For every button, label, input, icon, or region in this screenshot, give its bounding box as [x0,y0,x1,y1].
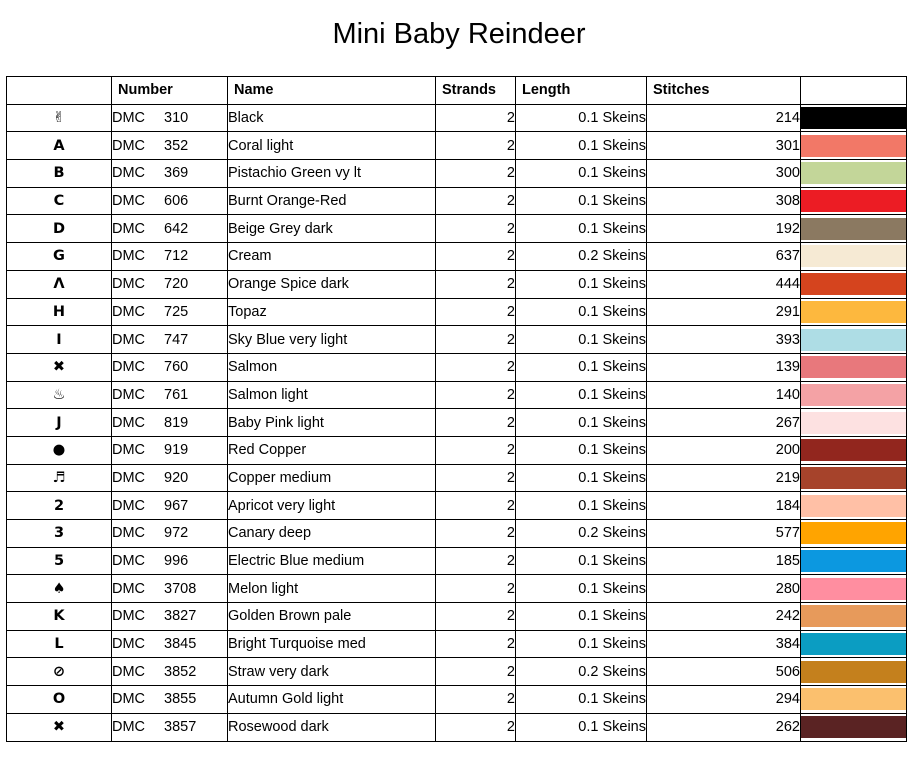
thread-brand: DMC [112,110,146,127]
thread-brand: DMC [112,719,146,736]
thread-number [112,547,228,575]
thread-strands: 2 [436,630,516,658]
thread-code: 761 [164,386,189,403]
thread-length: 0.1 Skeins [516,381,647,409]
thread-stitches: 308 [647,187,801,215]
thread-code: 996 [164,553,189,570]
symbol-icon: 2 [7,492,112,520]
color-swatch-cell [801,104,907,132]
symbol-icon: ✌ [7,104,112,132]
color-swatch-cell [801,547,907,575]
symbol-icon: 5 [7,547,112,575]
thread-number [112,464,228,492]
thread-stitches: 384 [647,630,801,658]
table-row [7,409,907,437]
thread-number [112,603,228,631]
thread-stitches: 301 [647,132,801,160]
thread-number [112,132,228,160]
thread-name: Copper medium [228,464,436,492]
color-swatch-cell [801,270,907,298]
thread-brand: DMC [112,359,146,376]
table-row [7,381,907,409]
thread-code: 3852 [164,663,197,680]
color-swatch-cell [801,353,907,381]
thread-length: 0.1 Skeins [516,436,647,464]
thread-length: 0.1 Skeins [516,464,647,492]
thread-strands: 2 [436,215,516,243]
header-swatch [801,77,907,105]
thread-name: Black [228,104,436,132]
color-swatch-cell [801,243,907,271]
thread-name: Autumn Gold light [228,686,436,714]
thread-stitches: 214 [647,104,801,132]
header-number: Number [112,77,228,105]
color-swatch-cell [801,520,907,548]
table-header-row [7,77,907,105]
symbol-icon: A [7,132,112,160]
thread-brand: DMC [112,276,146,293]
color-swatch [801,218,906,240]
thread-code: 606 [164,193,189,210]
table-row [7,686,907,714]
thread-brand: DMC [112,608,146,625]
thread-stitches: 294 [647,686,801,714]
thread-brand: DMC [112,220,146,237]
table-body [7,104,907,741]
thread-strands: 2 [436,547,516,575]
thread-strands: 2 [436,132,516,160]
table-row [7,215,907,243]
thread-strands: 2 [436,603,516,631]
thread-strands: 2 [436,160,516,188]
thread-length: 0.2 Skeins [516,658,647,686]
thread-brand: DMC [112,469,146,486]
thread-code: 919 [164,442,189,459]
thread-number [112,630,228,658]
color-swatch-cell [801,658,907,686]
thread-length: 0.1 Skeins [516,215,647,243]
thread-stitches: 637 [647,243,801,271]
color-swatch-cell [801,492,907,520]
table-row [7,104,907,132]
color-swatch-cell [801,298,907,326]
table-row [7,713,907,741]
thread-stitches: 262 [647,713,801,741]
thread-brand: DMC [112,248,146,265]
thread-code: 747 [164,331,189,348]
thread-code: 725 [164,303,189,320]
thread-name: Pistachio Green vy lt [228,160,436,188]
symbol-icon: ⊘ [7,658,112,686]
symbol-icon: Λ [7,270,112,298]
thread-length: 0.2 Skeins [516,520,647,548]
thread-number [112,409,228,437]
thread-name: Burnt Orange-Red [228,187,436,215]
thread-stitches: 300 [647,160,801,188]
thread-strands: 2 [436,381,516,409]
symbol-icon: ♠ [7,575,112,603]
symbol-icon: 3 [7,520,112,548]
thread-number [112,686,228,714]
color-swatch-cell [801,381,907,409]
thread-number [112,658,228,686]
thread-length: 0.2 Skeins [516,243,647,271]
table-row [7,160,907,188]
thread-strands: 2 [436,270,516,298]
thread-code: 760 [164,359,189,376]
thread-stitches: 444 [647,270,801,298]
thread-code: 3857 [164,719,197,736]
thread-code: 712 [164,248,189,265]
thread-strands: 2 [436,187,516,215]
thread-strands: 2 [436,436,516,464]
color-swatch [801,356,906,378]
color-swatch [801,661,906,683]
thread-length: 0.1 Skeins [516,270,647,298]
thread-number [112,492,228,520]
thread-number [112,353,228,381]
table-row [7,603,907,631]
color-swatch [801,329,906,351]
thread-name: Rosewood dark [228,713,436,741]
thread-strands: 2 [436,298,516,326]
thread-stitches: 200 [647,436,801,464]
thread-brand: DMC [112,580,146,597]
thread-brand: DMC [112,386,146,403]
thread-stitches: 219 [647,464,801,492]
thread-length: 0.1 Skeins [516,160,647,188]
thread-code: 310 [164,110,189,127]
color-swatch [801,495,906,517]
color-swatch-cell [801,326,907,354]
thread-length: 0.1 Skeins [516,132,647,160]
thread-stitches: 139 [647,353,801,381]
thread-number [112,436,228,464]
thread-length: 0.1 Skeins [516,353,647,381]
thread-name: Beige Grey dark [228,215,436,243]
thread-brand: DMC [112,414,146,431]
table-row [7,547,907,575]
table-row [7,298,907,326]
thread-name: Melon light [228,575,436,603]
thread-strands: 2 [436,520,516,548]
thread-code: 642 [164,220,189,237]
page-title: Mini Baby Reindeer [332,18,586,50]
symbol-icon: ● [7,436,112,464]
thread-length: 0.1 Skeins [516,686,647,714]
color-swatch [801,245,906,267]
thread-name: Salmon light [228,381,436,409]
thread-brand: DMC [112,691,146,708]
thread-stitches: 393 [647,326,801,354]
thread-name: Canary deep [228,520,436,548]
thread-code: 369 [164,165,189,182]
color-swatch-cell [801,409,907,437]
symbol-icon: ✖ [7,713,112,741]
thread-code: 3845 [164,636,197,653]
symbol-icon: C [7,187,112,215]
thread-name: Red Copper [228,436,436,464]
thread-name: Orange Spice dark [228,270,436,298]
thread-stitches: 267 [647,409,801,437]
color-swatch-cell [801,436,907,464]
color-swatch [801,633,906,655]
header-stitches: Stitches [647,77,801,105]
color-swatch-cell [801,132,907,160]
thread-strands: 2 [436,686,516,714]
thread-stitches: 242 [647,603,801,631]
color-swatch [801,688,906,710]
thread-stitches: 140 [647,381,801,409]
table-row [7,658,907,686]
thread-brand: DMC [112,137,146,154]
thread-number [112,381,228,409]
symbol-icon: ♬ [7,464,112,492]
thread-number [112,298,228,326]
table-row [7,353,907,381]
thread-brand: DMC [112,193,146,210]
color-swatch-cell [801,686,907,714]
thread-length: 0.1 Skeins [516,547,647,575]
color-swatch-cell [801,160,907,188]
thread-stitches: 184 [647,492,801,520]
thread-strands: 2 [436,464,516,492]
thread-brand: DMC [112,165,146,182]
symbol-icon: D [7,215,112,243]
table-row [7,243,907,271]
thread-number [112,215,228,243]
thread-number [112,187,228,215]
thread-stitches: 192 [647,215,801,243]
header-symbol [7,77,112,105]
thread-strands: 2 [436,353,516,381]
symbol-icon: ✖ [7,353,112,381]
thread-number [112,243,228,271]
thread-length: 0.1 Skeins [516,409,647,437]
table-row [7,326,907,354]
thread-number [112,270,228,298]
thread-name: Bright Turquoise med [228,630,436,658]
thread-brand: DMC [112,553,146,570]
thread-length: 0.1 Skeins [516,713,647,741]
table-row [7,630,907,658]
color-swatch [801,412,906,434]
symbol-icon: K [7,603,112,631]
thread-stitches: 185 [647,547,801,575]
color-swatch [801,273,906,295]
symbol-icon: ♨ [7,381,112,409]
thread-length: 0.1 Skeins [516,603,647,631]
thread-name: Golden Brown pale [228,603,436,631]
thread-stitches: 577 [647,520,801,548]
thread-length: 0.1 Skeins [516,187,647,215]
thread-legend-table [6,76,907,742]
thread-brand: DMC [112,331,146,348]
table-row [7,270,907,298]
color-swatch-cell [801,187,907,215]
thread-strands: 2 [436,492,516,520]
color-swatch-cell [801,630,907,658]
color-swatch-cell [801,603,907,631]
thread-code: 819 [164,414,189,431]
color-swatch [801,605,906,627]
thread-number [112,520,228,548]
thread-code: 3855 [164,691,197,708]
thread-length: 0.1 Skeins [516,326,647,354]
thread-number [112,326,228,354]
symbol-icon: G [7,243,112,271]
color-swatch-cell [801,215,907,243]
table-row [7,187,907,215]
thread-name: Baby Pink light [228,409,436,437]
color-swatch [801,578,906,600]
thread-number [112,104,228,132]
color-swatch [801,135,906,157]
thread-name: Salmon [228,353,436,381]
color-swatch [801,716,906,738]
thread-length: 0.1 Skeins [516,575,647,603]
thread-code: 352 [164,137,189,154]
header-length: Length [516,77,647,105]
thread-name: Coral light [228,132,436,160]
color-swatch [801,550,906,572]
color-swatch-cell [801,713,907,741]
symbol-icon: H [7,298,112,326]
thread-strands: 2 [436,243,516,271]
thread-brand: DMC [112,442,146,459]
thread-code: 3827 [164,608,197,625]
color-swatch [801,301,906,323]
color-swatch [801,384,906,406]
thread-code: 3708 [164,580,197,597]
thread-name: Electric Blue medium [228,547,436,575]
header-strands: Strands [436,77,516,105]
thread-brand: DMC [112,303,146,320]
symbol-icon: J [7,409,112,437]
thread-brand: DMC [112,525,146,542]
thread-code: 720 [164,276,189,293]
thread-stitches: 506 [647,658,801,686]
thread-name: Straw very dark [228,658,436,686]
thread-strands: 2 [436,575,516,603]
symbol-icon: O [7,686,112,714]
thread-strands: 2 [436,409,516,437]
thread-strands: 2 [436,104,516,132]
color-swatch [801,467,906,489]
table-row [7,520,907,548]
thread-brand: DMC [112,497,146,514]
thread-code: 972 [164,525,189,542]
thread-strands: 2 [436,713,516,741]
color-swatch-cell [801,464,907,492]
table-row [7,464,907,492]
symbol-icon: L [7,630,112,658]
thread-name: Topaz [228,298,436,326]
thread-name: Cream [228,243,436,271]
color-swatch [801,162,906,184]
thread-brand: DMC [112,636,146,653]
thread-code: 967 [164,497,189,514]
thread-code: 920 [164,469,189,486]
thread-stitches: 291 [647,298,801,326]
color-swatch-cell [801,575,907,603]
thread-name: Sky Blue very light [228,326,436,354]
thread-length: 0.1 Skeins [516,298,647,326]
symbol-icon: I [7,326,112,354]
color-swatch [801,439,906,461]
thread-brand: DMC [112,663,146,680]
table-row [7,492,907,520]
table-row [7,436,907,464]
table-row [7,575,907,603]
table-row [7,132,907,160]
thread-name: Apricot very light [228,492,436,520]
thread-strands: 2 [436,326,516,354]
color-swatch [801,522,906,544]
color-swatch [801,190,906,212]
thread-strands: 2 [436,658,516,686]
symbol-icon: B [7,160,112,188]
thread-length: 0.1 Skeins [516,104,647,132]
thread-length: 0.1 Skeins [516,492,647,520]
header-name: Name [228,77,436,105]
thread-number [112,713,228,741]
thread-number [112,575,228,603]
thread-length: 0.1 Skeins [516,630,647,658]
color-swatch [801,107,906,129]
thread-number [112,160,228,188]
thread-stitches: 280 [647,575,801,603]
